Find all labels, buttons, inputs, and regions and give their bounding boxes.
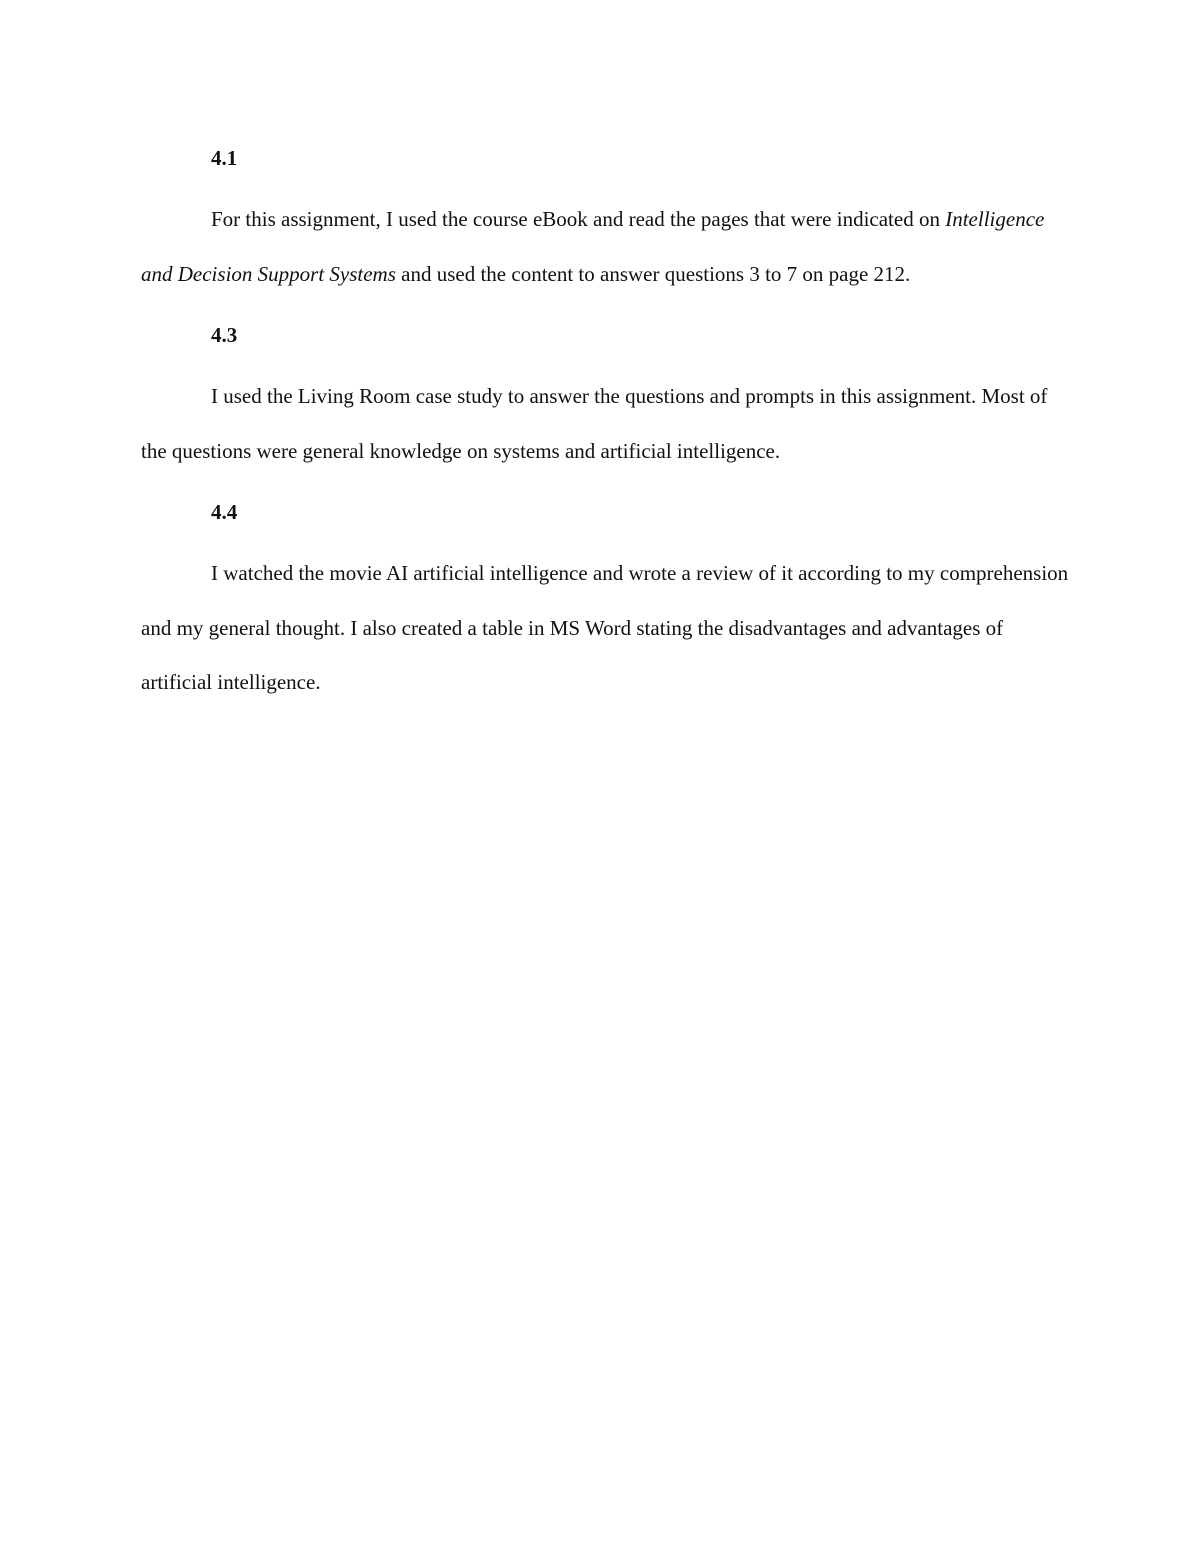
section-4-3 <box>141 315 1071 478</box>
book-title: Intelligence and Decision Support Systems <box>141 207 1045 286</box>
paragraph-text: For this assignment, I used the course eBook and read the pages that were indicated on <box>211 207 946 231</box>
section-heading: 4.4 <box>211 500 238 524</box>
section-heading: 4.1 <box>211 146 238 170</box>
section-4-4 <box>141 492 1071 710</box>
section-paragraph: I used the Living Room case study to answer the questions and prompts in this assignment. Most of the questions were general knowledge on systems and artificial intelligence. <box>141 384 1048 463</box>
paragraph-text: and used the content to answer questions 3 to 7 on page 212. <box>395 261 911 286</box>
section-paragraph: I watched the movie AI artificial intelligence and wrote a review of it according to my comprehension and my general thought. I also created a table in MS Word stating the disadvantages and advantages of artificial intelligence. <box>141 561 1069 694</box>
section-4-1 <box>141 138 1071 301</box>
section-heading: 4.3 <box>211 323 238 347</box>
document-body <box>141 138 1071 724</box>
section-paragraph <box>141 192 1071 301</box>
